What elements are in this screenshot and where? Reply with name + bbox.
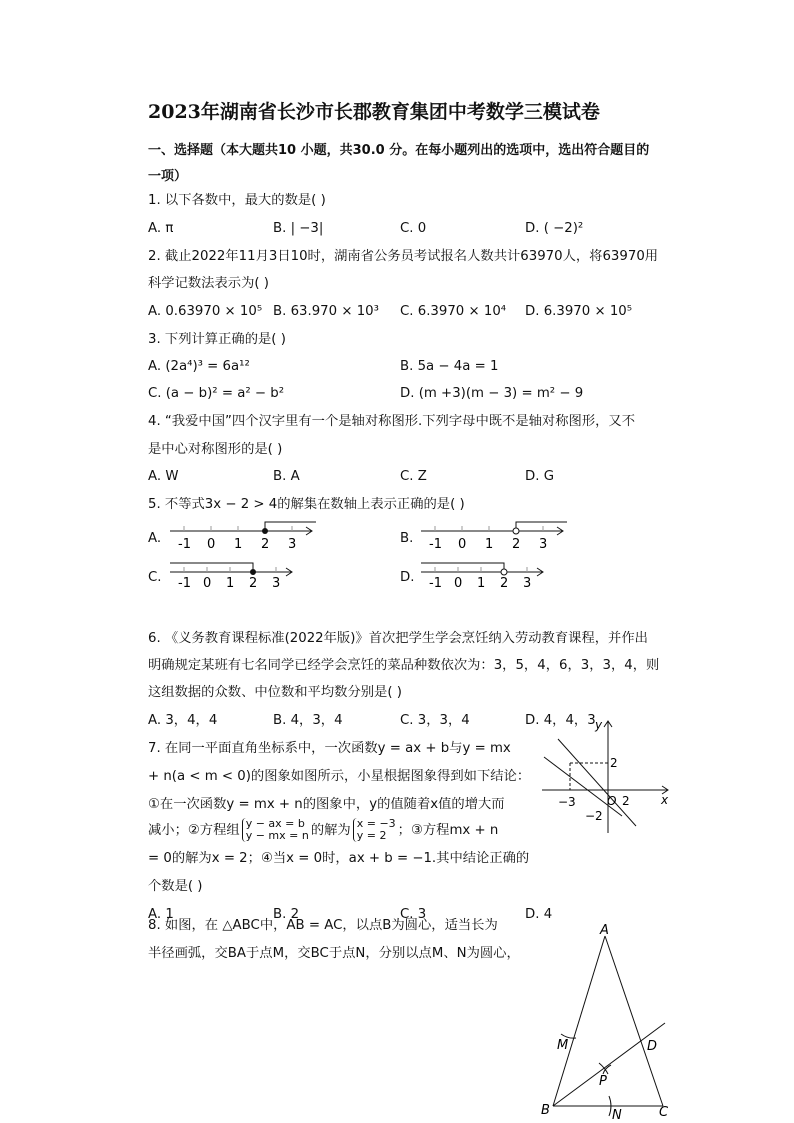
q5d-tick-1: 1: [477, 576, 486, 591]
q5c-tick-2: 2: [249, 576, 258, 591]
q4-stem-line1: 4. “我爱中国”四个汉字里有一个是轴对称图形.下列字母中既不是轴对称图形，又不: [148, 414, 636, 429]
q6-option-a: A. 3，4，4: [148, 713, 218, 728]
q5a-tick-0: 0: [207, 537, 216, 552]
q4-option-d: D. G: [525, 469, 554, 484]
page-title: 2023年湖南省长沙市长郡教育集团中考数学三模试卷: [148, 101, 600, 123]
q7-line4-end: ；③方程mx + n: [397, 823, 499, 838]
q6-option-d: D. 4，4，3: [525, 713, 596, 728]
q7-option-a: A. 1: [148, 907, 174, 922]
q1-option-d: D. ( −2)²: [525, 221, 584, 236]
q6-option-c: C. 3，3，4: [400, 713, 470, 728]
q2-stem-line1: 2. 截止2022年11月3日10时，湖南省公务员考试报名人数共计63970人，将63970用: [148, 249, 659, 264]
q8-point-n: N: [612, 1108, 622, 1123]
section-heading-line2: 一项）: [148, 169, 188, 184]
q5b-tick-3: 3: [539, 537, 548, 552]
q8-point-p: P: [599, 1074, 607, 1089]
q5d-tick-2: 2: [500, 576, 509, 591]
q7-system-eq2: y − mx = n: [245, 829, 309, 842]
q7-system-eq1: y − ax = b: [245, 817, 305, 830]
q1-stem: 1. 以下各数中，最大的数是( ): [148, 193, 326, 208]
q7-graph-label-neg3: −3: [558, 795, 576, 809]
q5b-tick-1: 1: [485, 537, 494, 552]
q7-solution-x: x = −3: [356, 817, 396, 830]
q8-point-c: C: [659, 1105, 669, 1120]
q5-stem: 5. 不等式3x − 2 > 4的解集在数轴上表示正确的是( ): [148, 497, 465, 512]
q7-graph-origin: O: [607, 794, 617, 808]
q5c-tick-0: 0: [203, 576, 212, 591]
q1-option-b: B. | −3|: [273, 221, 324, 236]
q7-option-b: B. 2: [273, 907, 300, 922]
q6-option-b: B. 4，3，4: [273, 713, 343, 728]
q2-option-a: A. 0.63970 × 10⁵: [148, 304, 263, 319]
q5d-tick-3: 3: [523, 576, 532, 591]
q5-label-a: A.: [148, 531, 162, 546]
q8-point-d: D: [647, 1039, 658, 1054]
q5-numberline-c: [166, 556, 301, 592]
q5-numberline-b: [417, 515, 572, 553]
q7-graph-label-2y: 2: [610, 756, 618, 770]
q5a-tick-neg1: -1: [178, 537, 191, 552]
q5-label-c: C.: [148, 570, 162, 585]
q7-line3: ①在一次函数y = mx + n的图象中，y的值随着x值的增大而: [148, 797, 505, 812]
q5d-tick-neg1: -1: [429, 576, 442, 591]
q7-graph-label-neg2: −2: [585, 809, 603, 823]
q5b-tick-2: 2: [512, 537, 521, 552]
q4-option-a: A. W: [148, 469, 179, 484]
q6-stem-line1: 6. 《义务教育课程标准(2022年版)》首次把学生学会烹饪纳入劳动教育课程，并作出: [148, 631, 648, 646]
q3-option-b: B. 5a − 4a = 1: [400, 359, 499, 374]
q6-stem-line2: 明确规定某班有七名同学已经学会烹饪的菜品种数依次为：3，5，4，6，3，3，4，则: [148, 658, 660, 673]
q4-option-b: B. A: [273, 469, 300, 484]
q3-stem: 3. 下列计算正确的是( ): [148, 332, 286, 347]
section-heading-line1: 一、选择题（本大题共10 小题，共30.0 分。在每小题列出的选项中，选出符合题目的: [148, 143, 650, 158]
q7-system-equations: [242, 818, 309, 842]
q7-line6: 个数是( ): [148, 879, 203, 894]
q5c-tick-1: 1: [226, 576, 235, 591]
q7-graph-y-label: y: [595, 718, 603, 732]
q7-line4-mid: 的解为: [310, 823, 351, 838]
q7-line4: [148, 818, 498, 842]
q8-triangle-figure: [535, 918, 680, 1123]
q7-option-c: C. 3: [400, 907, 427, 922]
q1-option-a: A. π: [148, 221, 174, 236]
q8-point-m: M: [557, 1038, 569, 1053]
q2-option-c: C. 6.3970 × 10⁴: [400, 304, 507, 319]
q5a-tick-2: 2: [261, 537, 270, 552]
q5d-tick-0: 0: [454, 576, 463, 591]
q8-point-b: B: [541, 1103, 550, 1118]
q2-option-d: D. 6.3970 × 10⁵: [525, 304, 633, 319]
q5a-tick-1: 1: [234, 537, 243, 552]
q7-line2: + n(a < m < 0)的图象如图所示，小星根据图象得到如下结论：: [148, 769, 531, 784]
q5-label-d: D.: [400, 570, 415, 585]
q7-graph-label-2x: 2: [622, 794, 630, 808]
q5b-tick-neg1: -1: [429, 537, 442, 552]
q7-system-solution: [353, 818, 396, 842]
q2-option-b: B. 63.970 × 10³: [273, 304, 379, 319]
q3-option-d: D. (m +3)(m − 3) = m² − 9: [400, 386, 584, 401]
q7-option-d: D. 4: [525, 907, 553, 922]
q8-line1: 8. 如图，在 △ABC中，AB = AC，以点B为圆心，适当长为: [148, 918, 498, 933]
q8-point-a: A: [600, 923, 609, 938]
q5-numberline-d: [417, 556, 552, 592]
q2-stem-line2: 科学记数法表示为( ): [148, 276, 269, 291]
q8-line2: 半径画弧，交BA于点M，交BC于点N，分别以点M、N为圆心，: [148, 946, 520, 961]
q3-option-c: C. (a − b)² = a² − b²: [148, 386, 285, 401]
q4-stem-line2: 是中心对称图形的是( ): [148, 442, 283, 457]
q3-option-a: A. (2a⁴)³ = 6a¹²: [148, 359, 250, 374]
q5c-tick-neg1: -1: [178, 576, 191, 591]
q5a-tick-3: 3: [288, 537, 297, 552]
q5b-tick-0: 0: [458, 537, 467, 552]
q1-option-c: C. 0: [400, 221, 427, 236]
q7-graph: [540, 715, 675, 835]
q7-graph-x-label: x: [661, 793, 669, 807]
q7-line1: 7. 在同一平面直角坐标系中，一次函数y = ax + b与y = mx: [148, 741, 511, 756]
q7-line4-start: 减小；②方程组: [148, 823, 240, 838]
q7-line5: = 0的解为x = 2；④当x = 0时，ax + b = −1.其中结论正确的: [148, 851, 530, 866]
q6-stem-line3: 这组数据的众数、中位数和平均数分别是( ): [148, 685, 402, 700]
q5c-tick-3: 3: [272, 576, 281, 591]
q5-numberline-a: [166, 515, 321, 553]
q4-option-c: C. Z: [400, 469, 427, 484]
q7-solution-y: y = 2: [356, 829, 387, 842]
q5-label-b: B.: [400, 531, 414, 546]
